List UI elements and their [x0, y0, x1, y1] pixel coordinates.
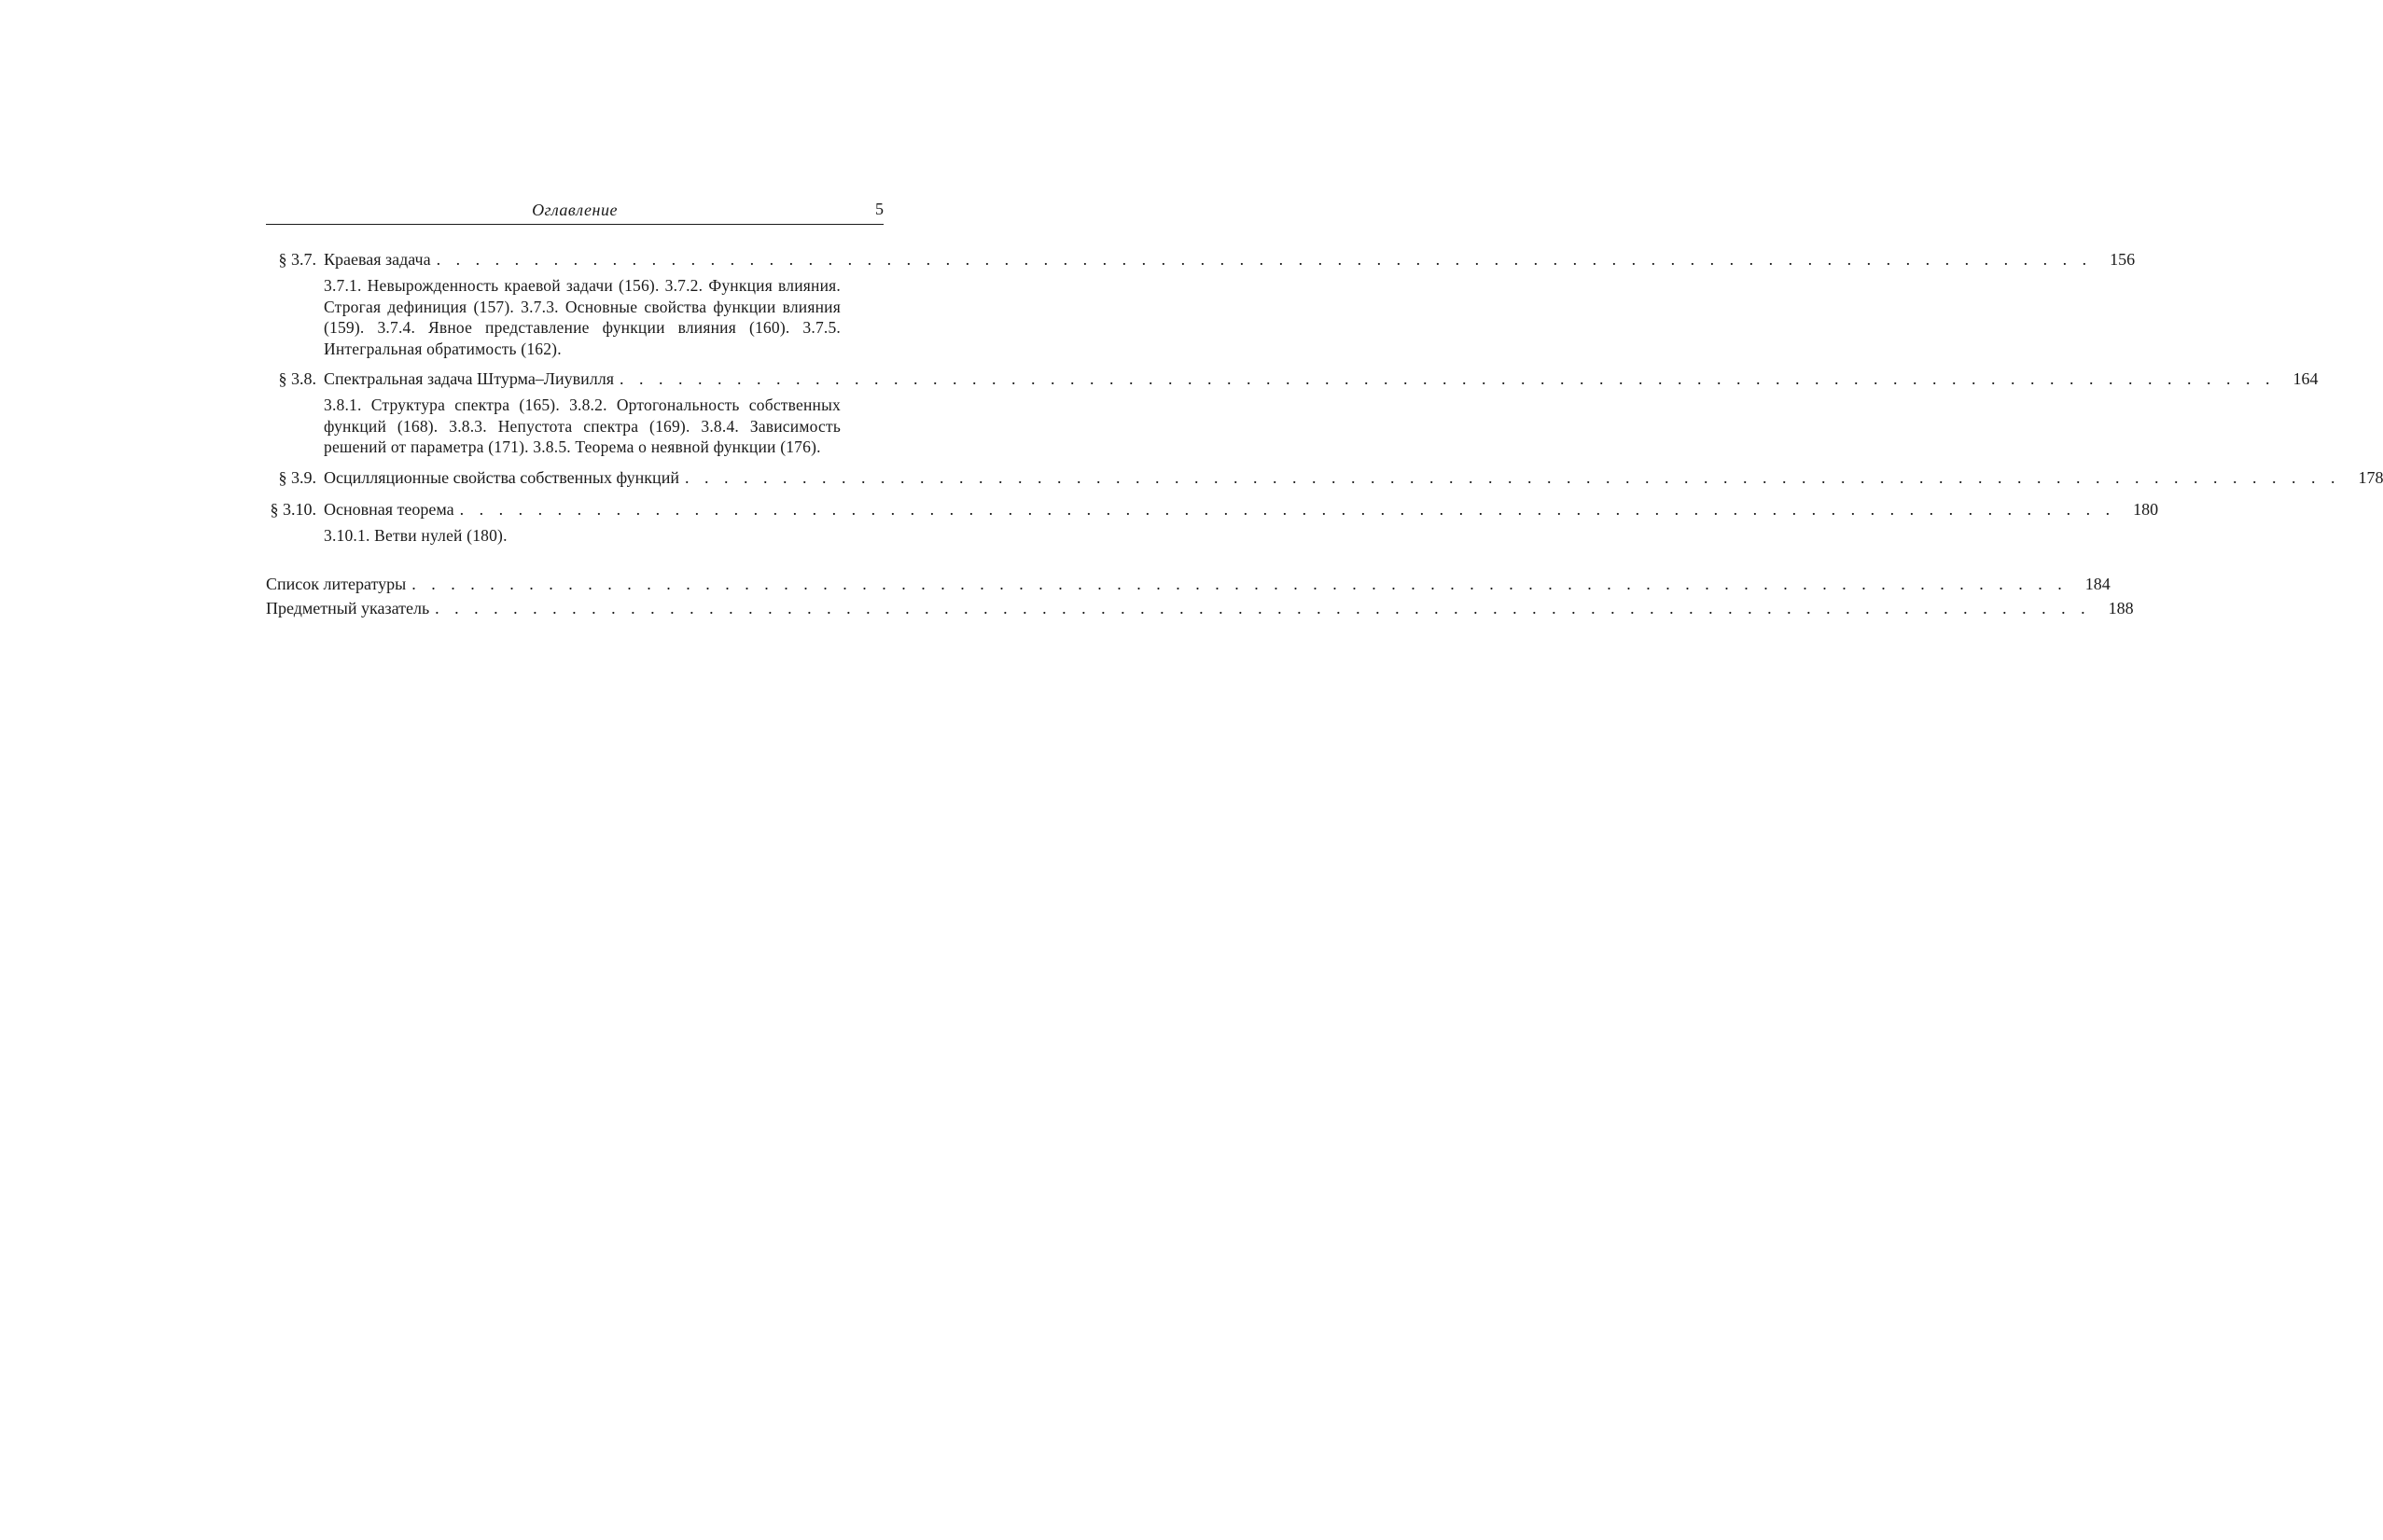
subsection-list: 3.7.1. Невырожденность краевой задачи (156). 3.7.2. Функция влияния. Строгая дефиниция (157). 3.7.3. Основные свойства функции влияния (159). 3.7.4. Явное представление функции влияния (160). 3.7.5. Интегральная обратимость (162).: [324, 276, 841, 358]
toc-entry[interactable]: [266, 465, 2383, 490]
section-number: § 3.8.: [278, 369, 316, 388]
toc-entry-bibliography[interactable]: [266, 572, 2111, 596]
dot-leader: . . . . . . . . . . . . . . . . . . . . . . . . . . . . . . . . . . . . . . . . . . . . . . . . . . . . . . . . . . . . . . . . . . . . . . . . . . . . . . . . . . . . .: [684, 467, 2341, 487]
page-number: 178: [2358, 467, 2383, 487]
section-title: Основная теорема: [324, 499, 454, 519]
toc-entry[interactable]: [266, 247, 2136, 271]
dot-leader: . . . . . . . . . . . . . . . . . . . . . . . . . . . . . . . . . . . . . . . . . . . . . . . . . . . . . . . . . . . . . . . . . . . . . . . . . . . . . . . . . . . . .: [436, 250, 2093, 269]
toc-section-3-10: [266, 497, 2159, 547]
page-number: 188: [2108, 599, 2134, 617]
toc-section-3-8: [266, 367, 2319, 458]
subsection-list: 3.10.1. Ветви нулей (180).: [324, 525, 508, 545]
table-of-contents: [266, 247, 2383, 620]
toc-section-3-7: [266, 247, 2136, 359]
header-title: Оглавление: [532, 201, 618, 219]
section-title: Осцилляционные свойства собственных функций: [324, 467, 679, 487]
page-number: 156: [2110, 250, 2136, 269]
page-number: 180: [2133, 499, 2159, 519]
page-number: 164: [2292, 369, 2319, 388]
toc-section-3-9: [266, 465, 2383, 490]
spacer: [266, 553, 884, 572]
entry-title: Предметный указатель: [266, 599, 430, 617]
entry-title: Список литературы: [266, 575, 407, 593]
section-number: § 3.10.: [270, 499, 316, 519]
section-number: § 3.9.: [278, 467, 316, 487]
dot-leader: . . . . . . . . . . . . . . . . . . . . . . . . . . . . . . . . . . . . . . . . . . . . . . . . . . . . . . . . . . . . . . . . . . . . . . . . . . . . . . . . . . . . .: [620, 369, 2276, 388]
toc-entry-index[interactable]: [266, 596, 2134, 620]
section-title: Спектральная задача Штурма–Лиувилля: [324, 369, 615, 388]
toc-entry[interactable]: [266, 497, 2159, 521]
section-number: § 3.7.: [278, 250, 316, 269]
running-header: [266, 198, 884, 225]
subsection-list: 3.8.1. Структура спектра (165). 3.8.2. Ортогональность собственных функций (168). 3.8.3. Непустота спектра (169). 3.8.4. Зависимость решений от параметра (171). 3.8.5. Теорема о неявной функции (176).: [324, 395, 841, 456]
page-number: 184: [2084, 575, 2111, 593]
dot-leader: . . . . . . . . . . . . . . . . . . . . . . . . . . . . . . . . . . . . . . . . . . . . . . . . . . . . . . . . . . . . . . . . . . . . . . . . . . . . . . . . . . . . .: [435, 599, 2091, 617]
dot-leader: . . . . . . . . . . . . . . . . . . . . . . . . . . . . . . . . . . . . . . . . . . . . . . . . . . . . . . . . . . . . . . . . . . . . . . . . . . . . . . . . . . . . .: [411, 575, 2068, 593]
toc-entry[interactable]: [266, 367, 2319, 391]
dot-leader: . . . . . . . . . . . . . . . . . . . . . . . . . . . . . . . . . . . . . . . . . . . . . . . . . . . . . . . . . . . . . . . . . . . . . . . . . . . . . . . . . . . . .: [459, 499, 2116, 519]
header-page-number: 5: [875, 200, 884, 218]
section-title: Краевая задача: [324, 250, 431, 269]
